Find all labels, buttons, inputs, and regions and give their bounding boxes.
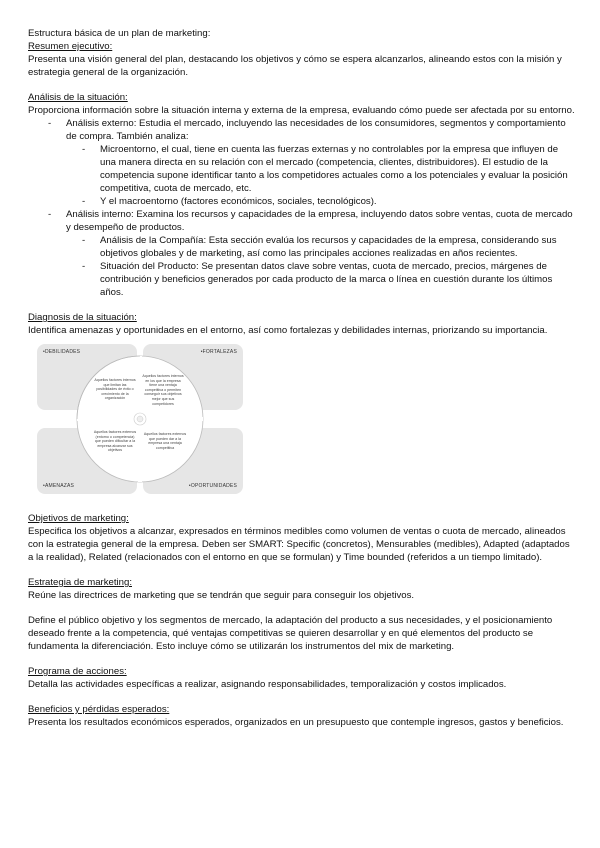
heading-diagnosis-situacion: Diagnosis de la situación:: [28, 312, 137, 323]
paragraph-diagnosis-situacion: Identifica amenazas y oportunidades en el entorno, así como fortalezas y debilidades internas, priorizando su importancia.: [28, 325, 548, 336]
heading-objetivos-marketing: Objetivos de marketing:: [28, 513, 129, 524]
list-item-text: Y el macroentorno (factores económicos, sociales, tecnológicos).: [100, 196, 377, 207]
swot-label-amenazas: •AMENAZAS: [43, 483, 75, 489]
swot-text-fortalezas: Aquellos factores internos en los que la empresa tiene una ventaja competitiva o permiten conseguir sus objetivos mejor que sus competidores: [142, 374, 184, 406]
list-item-macroentorno: [28, 195, 576, 208]
list-item-text: Análisis interno: Examina los recursos y capacidades de la empresa, incluyendo datos sobre ventas, cuota de mercado y desempeño de productos.: [66, 209, 573, 233]
paragraph-resumen-ejecutivo: Presenta una visión general del plan, destacando los objetivos y cómo se espera alcanzarlos, alineando estos con la misión y estrategia general de la organización.: [28, 54, 562, 78]
swot-label-fortalezas: •FORTALEZAS: [200, 349, 237, 355]
swot-text-debilidades: Aquellos factores internos que limitan las posibilidades de éxito o crecimiento de la organización: [94, 378, 136, 401]
list-item-text: Análisis de la Compañía: Esta sección evalúa los recursos y capacidades de la empresa, considerando sus objetivos globales y de marketing, así como las principales acciones realizadas en años recientes.: [100, 235, 557, 259]
heading-beneficios-perdidas: Beneficios y pérdidas esperados:: [28, 704, 170, 715]
list-item-text: Microentorno, el cual, tiene en cuenta las fuerzas externas y no controlables por la empresa que influyen de una manera directa en su relación con el mercado (competencia, clientes, distribuidores). El estudio de la competencia supone identificar tanto a los competidores actuales como a los potenciales y evaluar la posición competitiva, cuota de mercado, etc.: [100, 144, 568, 194]
heading-resumen-ejecutivo: Resumen ejecutivo:: [28, 41, 113, 52]
bullet-dash: -: [48, 209, 52, 220]
list-item-situacion-producto: [28, 260, 576, 299]
heading-estrategia-marketing: Estrategia de marketing:: [28, 577, 132, 588]
swot-text-amenazas: Aquellos factores externos (entorno o competencia) que pueden dificultar a la empresa alcanzar sus objetivos: [93, 430, 137, 453]
heading-programa-acciones: Programa de acciones:: [28, 666, 127, 677]
paragraph-programa-acciones: Detalla las actividades específicas a realizar, asignando responsabilidades, temporalización y costos implicados.: [28, 679, 507, 690]
paragraph-estrategia-2: Define el público objetivo y los segmentos de mercado, la adaptación del producto a sus necesidades, y el posicionamiento deseado frente a la competencia, qué ventajas competitivas se quieren desarrollar y en qué elementos del producto se fundamenta la diferenciación. Esto incluye cómo se utilizarán los instrumentos del mix de marketing.: [28, 615, 553, 652]
list-item-microentorno: [28, 143, 576, 195]
paragraph-objetivos-marketing: Especifica los objetivos a alcanzar, expresados en términos medibles como volumen de ventas o cuota de mercado, alineados con la estrategia general de la empresa. Deben ser SMART: Specific (concretos), Mensurables (medibles), Adapted (adaptados a la realidad), Related (relacionados con el entorno en que se formulan) y Time bounded (referidos a un tiempo limitado).: [28, 526, 570, 563]
document-page: [28, 27, 576, 729]
paragraph-estrategia-1: Reúne las directrices de marketing que se tendrán que seguir para conseguir los objetivos.: [28, 590, 415, 601]
swot-label-oportunidades: •OPORTUNIDADES: [188, 483, 237, 489]
swot-label-debilidades: •DEBILIDADES: [43, 349, 81, 355]
swot-circle: [37, 344, 243, 494]
bullet-dash: -: [82, 196, 86, 207]
list-item-text: Análisis externo: Estudia el mercado, incluyendo las necesidades de los consumidores, segmentos y comportamiento de compra. También analiza:: [66, 118, 566, 142]
list-item-text: Situación del Producto: Se presentan datos clave sobre ventas, cuota de mercado, precios, márgenes de contribución y beneficios generados por cada producto de la marca o línea en cuestión durante los últimos años.: [100, 261, 553, 298]
swot-text-oportunidades: Aquellos factores externos que pueden dar a la empresa una ventaja competitiva: [143, 432, 187, 450]
swot-diagram: [37, 344, 243, 494]
list-item-analisis-compania: [28, 234, 576, 260]
bullet-dash: -: [82, 144, 86, 155]
list-item-analisis-interno: [28, 208, 576, 234]
heading-analisis-situacion: Análisis de la situación:: [28, 92, 128, 103]
analisis-list: [28, 117, 576, 299]
list-item-analisis-externo: [28, 117, 576, 143]
document-title: Estructura básica de un plan de marketing:: [28, 28, 211, 39]
bullet-dash: -: [82, 235, 86, 246]
paragraph-beneficios-perdidas: Presenta los resultados económicos esperados, organizados en un presupuesto que contemple ingresos, gastos y beneficios.: [28, 717, 564, 728]
bullet-dash: -: [82, 261, 86, 272]
paragraph-analisis-situacion: Proporciona información sobre la situación interna y externa de la empresa, evaluando cómo puede ser afectada por su entorno.: [28, 105, 575, 116]
bullet-dash: -: [48, 118, 52, 129]
